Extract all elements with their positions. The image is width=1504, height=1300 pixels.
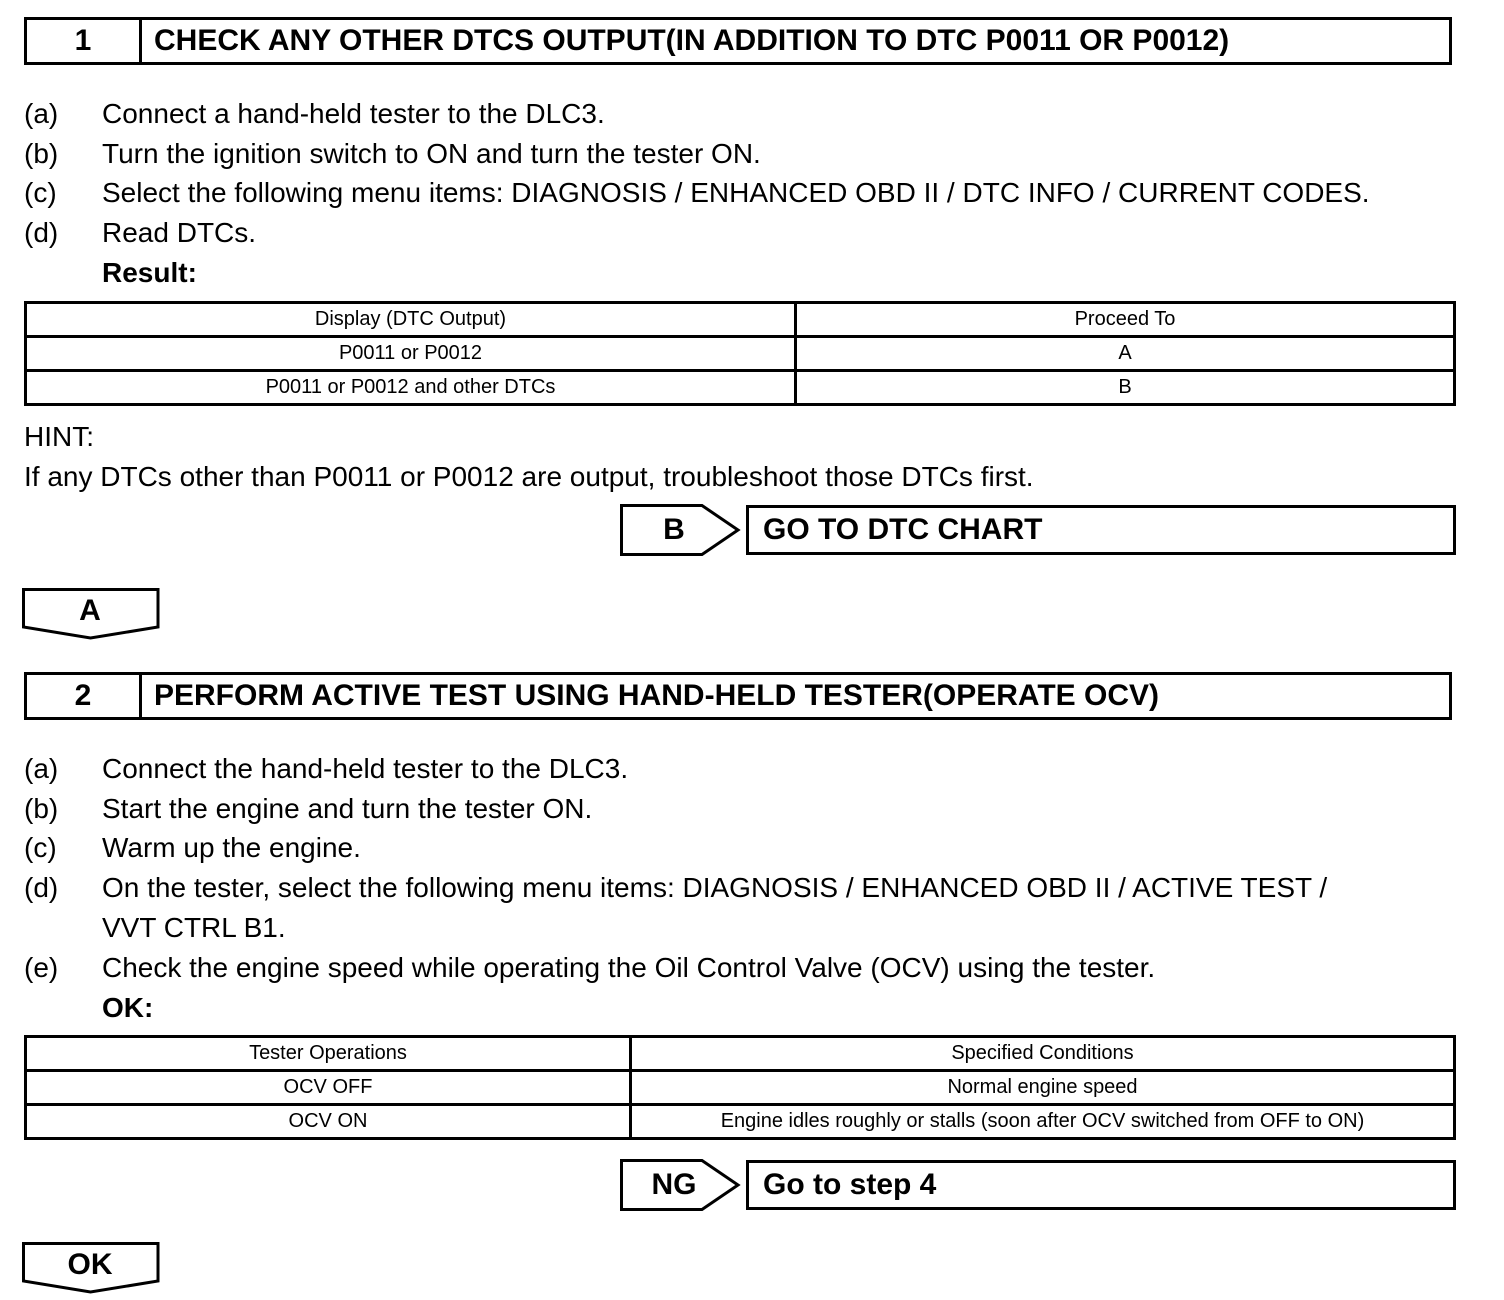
ok-table [24,1035,1456,1140]
item-text: Turn the ignition switch to ON and turn the tester ON. [102,138,761,169]
table-cell: P0011 or P0012 and other DTCs [26,371,796,405]
item-label: (b) [24,793,59,824]
continue-ok-label: OK [67,1248,113,1281]
continue-ok-tag [22,1242,162,1294]
table-row [26,1071,1455,1105]
table-cell: OCV ON [26,1105,631,1139]
branch-ng-target: Go to step 4 [746,1160,1456,1210]
step-1-header [24,17,1452,65]
step-2-header [24,672,1452,720]
item-label: (e) [24,952,59,983]
hint-text: If any DTCs other than P0011 or P0012 are output, troubleshoot those DTCs first. [24,461,1034,492]
step-1-title: CHECK ANY OTHER DTCS OUTPUT(IN ADDITION TO DTC P0011 OR P0012) [154,24,1230,57]
table-header: Specified Conditions [631,1037,1455,1071]
item-label: (c) [24,832,57,863]
table-cell: B [796,371,1455,405]
table-row [26,1105,1455,1139]
item-text: Connect the hand-held tester to the DLC3. [102,753,629,784]
table-cell: OCV OFF [26,1071,631,1105]
branch-ng-tag [620,1159,742,1211]
ok-label: OK: [102,992,154,1023]
item-label: (b) [24,138,59,169]
step-1-number: 1 [27,20,142,62]
item-label: (a) [24,753,59,784]
table-row [26,371,1455,405]
table-header: Proceed To [796,303,1455,337]
table-cell: P0011 or P0012 [26,337,796,371]
table-header-row [26,303,1455,337]
item-text: Select the following menu items: DIAGNOSIS / ENHANCED OBD II / DTC INFO / CURRENT CODES. [102,177,1370,208]
continue-a-tag [22,588,162,640]
table-header: Tester Operations [26,1037,631,1071]
branch-b-target: GO TO DTC CHART [746,505,1456,555]
table-cell: Engine idles roughly or stalls (soon after OCV switched from OFF to ON) [631,1105,1455,1139]
item-text: Warm up the engine. [102,832,361,863]
item-text: On the tester, select the following menu items: DIAGNOSIS / ENHANCED OBD II / ACTIVE TEST / [102,872,1328,903]
table-cell: A [796,337,1455,371]
hint-label: HINT: [24,421,94,452]
item-text: Start the engine and turn the tester ON. [102,793,593,824]
continue-a-label: A [79,594,101,627]
result-table [24,301,1456,406]
table-header-row [26,1037,1455,1071]
branch-b-label: B [663,513,685,546]
item-label: (a) [24,98,59,129]
table-header: Display (DTC Output) [26,303,796,337]
step-2-title: PERFORM ACTIVE TEST USING HAND-HELD TESTER(OPERATE OCV) [154,679,1160,712]
result-label: Result: [102,257,197,288]
branch-b-tag [620,504,742,556]
item-text-continued: VVT CTRL B1. [102,912,286,943]
item-label: (d) [24,872,59,903]
branch-ng-label: NG [651,1168,697,1201]
item-label: (d) [24,217,59,248]
item-text: Read DTCs. [102,217,257,248]
item-text: Connect a hand-held tester to the DLC3. [102,98,605,129]
item-text: Check the engine speed while operating the Oil Control Valve (OCV) using the tester. [102,952,1156,983]
item-label: (c) [24,177,57,208]
table-cell: Normal engine speed [631,1071,1455,1105]
step-2-number: 2 [27,675,142,717]
table-row [26,337,1455,371]
